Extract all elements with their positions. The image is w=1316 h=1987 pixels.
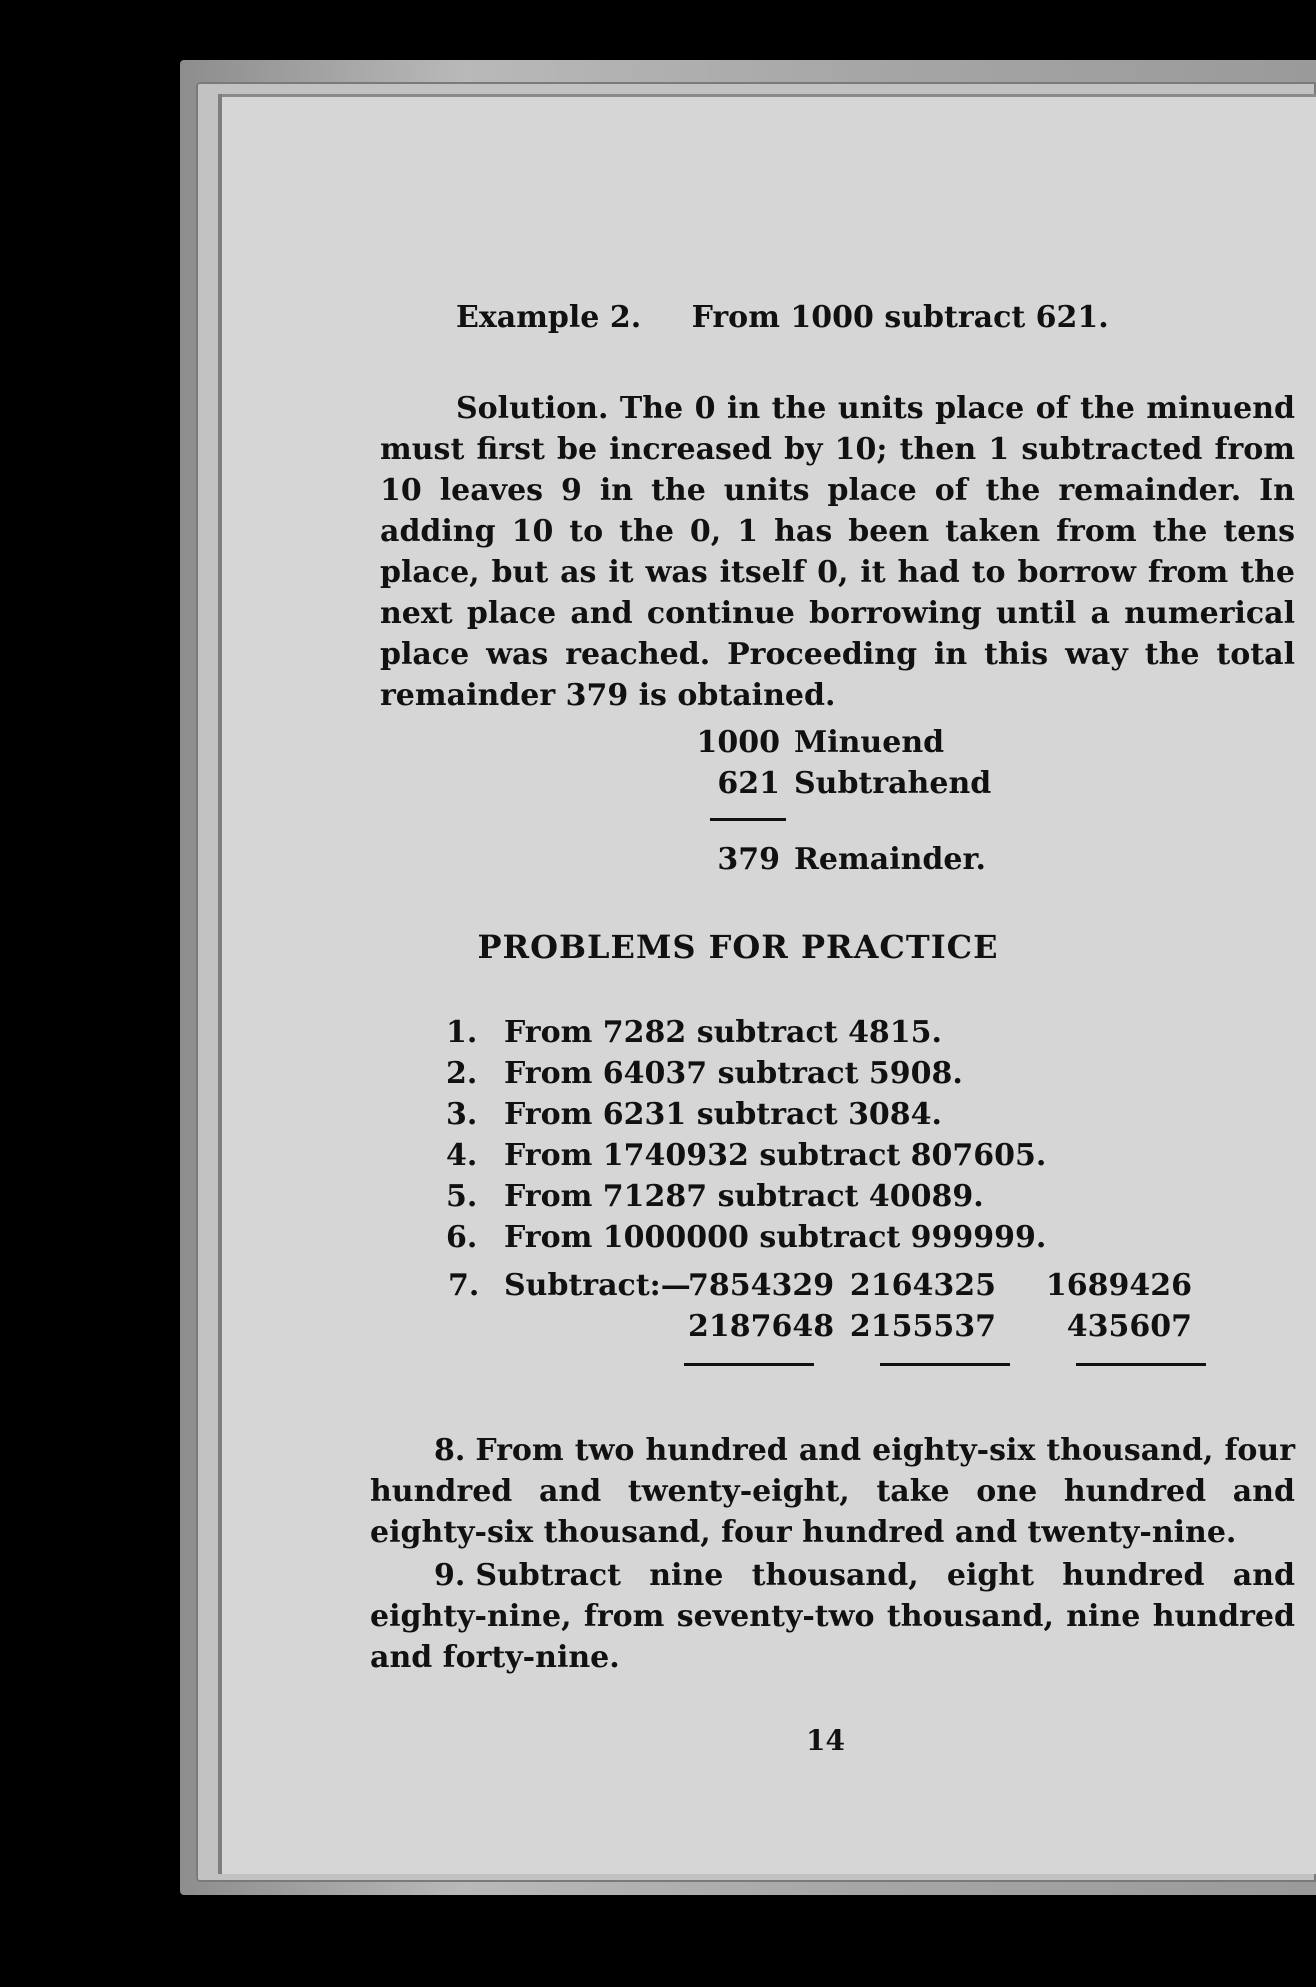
problem-7-rules — [448, 1363, 1206, 1366]
problem-item — [446, 1217, 1046, 1258]
problem-text: From 1740932 subtract 807605. — [504, 1138, 1047, 1173]
solution-label: Solution. — [456, 391, 609, 426]
example-heading — [456, 300, 1109, 335]
problem-text: From 6231 subtract 3084. — [504, 1097, 943, 1132]
problem-item — [446, 1053, 1046, 1094]
problem-number: 2. — [446, 1056, 478, 1091]
calc-minuend-row — [690, 722, 991, 763]
problem-text: From 1000000 subtract 999999. — [504, 1220, 1047, 1255]
problem-7-bottom-row — [448, 1306, 1206, 1347]
problem-7-grid — [448, 1265, 1206, 1366]
problem-item — [446, 1176, 1046, 1217]
problem-8-number: 8. — [434, 1433, 466, 1468]
calc-rule — [710, 818, 786, 821]
problem-7-rule-spacer — [448, 1363, 684, 1366]
calc-subtrahend-row — [690, 763, 991, 804]
problem-7-label — [448, 1265, 691, 1306]
problem-7-number: 7. — [448, 1268, 480, 1303]
page-number: 14 — [806, 1724, 845, 1757]
example-label: Example 2. — [456, 300, 642, 335]
calc-subtrahend-label: Subtrahend — [794, 766, 992, 801]
problem-list — [446, 1012, 1046, 1258]
problem-item — [446, 1135, 1046, 1176]
problem-number: 1. — [446, 1015, 478, 1050]
problem-number: 6. — [446, 1220, 478, 1255]
problem-7-rule — [1076, 1363, 1206, 1366]
problem-7-instruction: Subtract:— — [504, 1268, 691, 1303]
calc-remainder-value: 379 — [717, 842, 780, 877]
problem-7-rule — [684, 1363, 814, 1366]
calc-minuend-label: Minuend — [794, 725, 945, 760]
problem-7-subtrahend: 2187648 — [688, 1309, 835, 1344]
example-text: From 1000 subtract 621. — [691, 300, 1109, 335]
problem-7-spacer — [448, 1306, 688, 1347]
problem-7-subtrahend: 435607 — [1066, 1309, 1192, 1344]
problem-text: From 71287 subtract 40089. — [504, 1179, 984, 1214]
calc-remainder-label: Remainder. — [794, 842, 986, 877]
problem-7-minuend: 1689426 — [1045, 1268, 1192, 1303]
calc-minuend-value: 1000 — [696, 725, 780, 760]
problem-7-top-row — [448, 1265, 1206, 1306]
calc-remainder-row — [690, 839, 991, 880]
problem-item — [446, 1012, 1046, 1053]
solution-paragraph — [380, 388, 1295, 716]
problem-8-text: From two hundred and eighty-six thousand, four hundred and twenty-eight, take one hundred and eighty-six thousand, four hundred and twenty-nine. — [370, 1433, 1295, 1550]
problem-7-rule — [880, 1363, 1010, 1366]
calculation-block — [690, 722, 991, 880]
problem-8 — [370, 1430, 1295, 1553]
calc-subtrahend-value: 621 — [717, 766, 780, 801]
problem-9-text: Subtract nine thousand, eight hundred and eighty-nine, from seventy-two thousand, nine hundred and forty-nine. — [370, 1558, 1295, 1675]
problem-number: 5. — [446, 1179, 478, 1214]
problem-7-minuend: 7854329 — [688, 1268, 835, 1303]
problem-9-number: 9. — [434, 1558, 466, 1593]
problem-9 — [370, 1555, 1295, 1678]
section-heading: PROBLEMS FOR PRACTICE — [477, 928, 999, 966]
problem-number: 3. — [446, 1097, 478, 1132]
problem-text: From 64037 subtract 5908. — [504, 1056, 963, 1091]
problem-number: 4. — [446, 1138, 478, 1173]
solution-text: The 0 in the units place of the minuend must first be increased by 10; then 1 subtracted from 10 leaves 9 in the units place of the remainder. In adding 10 to the 0, 1 has been taken from the tens place, but as it was itself 0, it had to borrow from the next place and continue borrowing until a numerical place was reached. Proceeding in this way the total remainder 379 is obtained. — [380, 391, 1295, 713]
problem-7-minuend: 2164325 — [849, 1268, 996, 1303]
problem-item — [446, 1094, 1046, 1135]
problem-7-subtrahend: 2155537 — [849, 1309, 996, 1344]
problem-text: From 7282 subtract 4815. — [504, 1015, 943, 1050]
